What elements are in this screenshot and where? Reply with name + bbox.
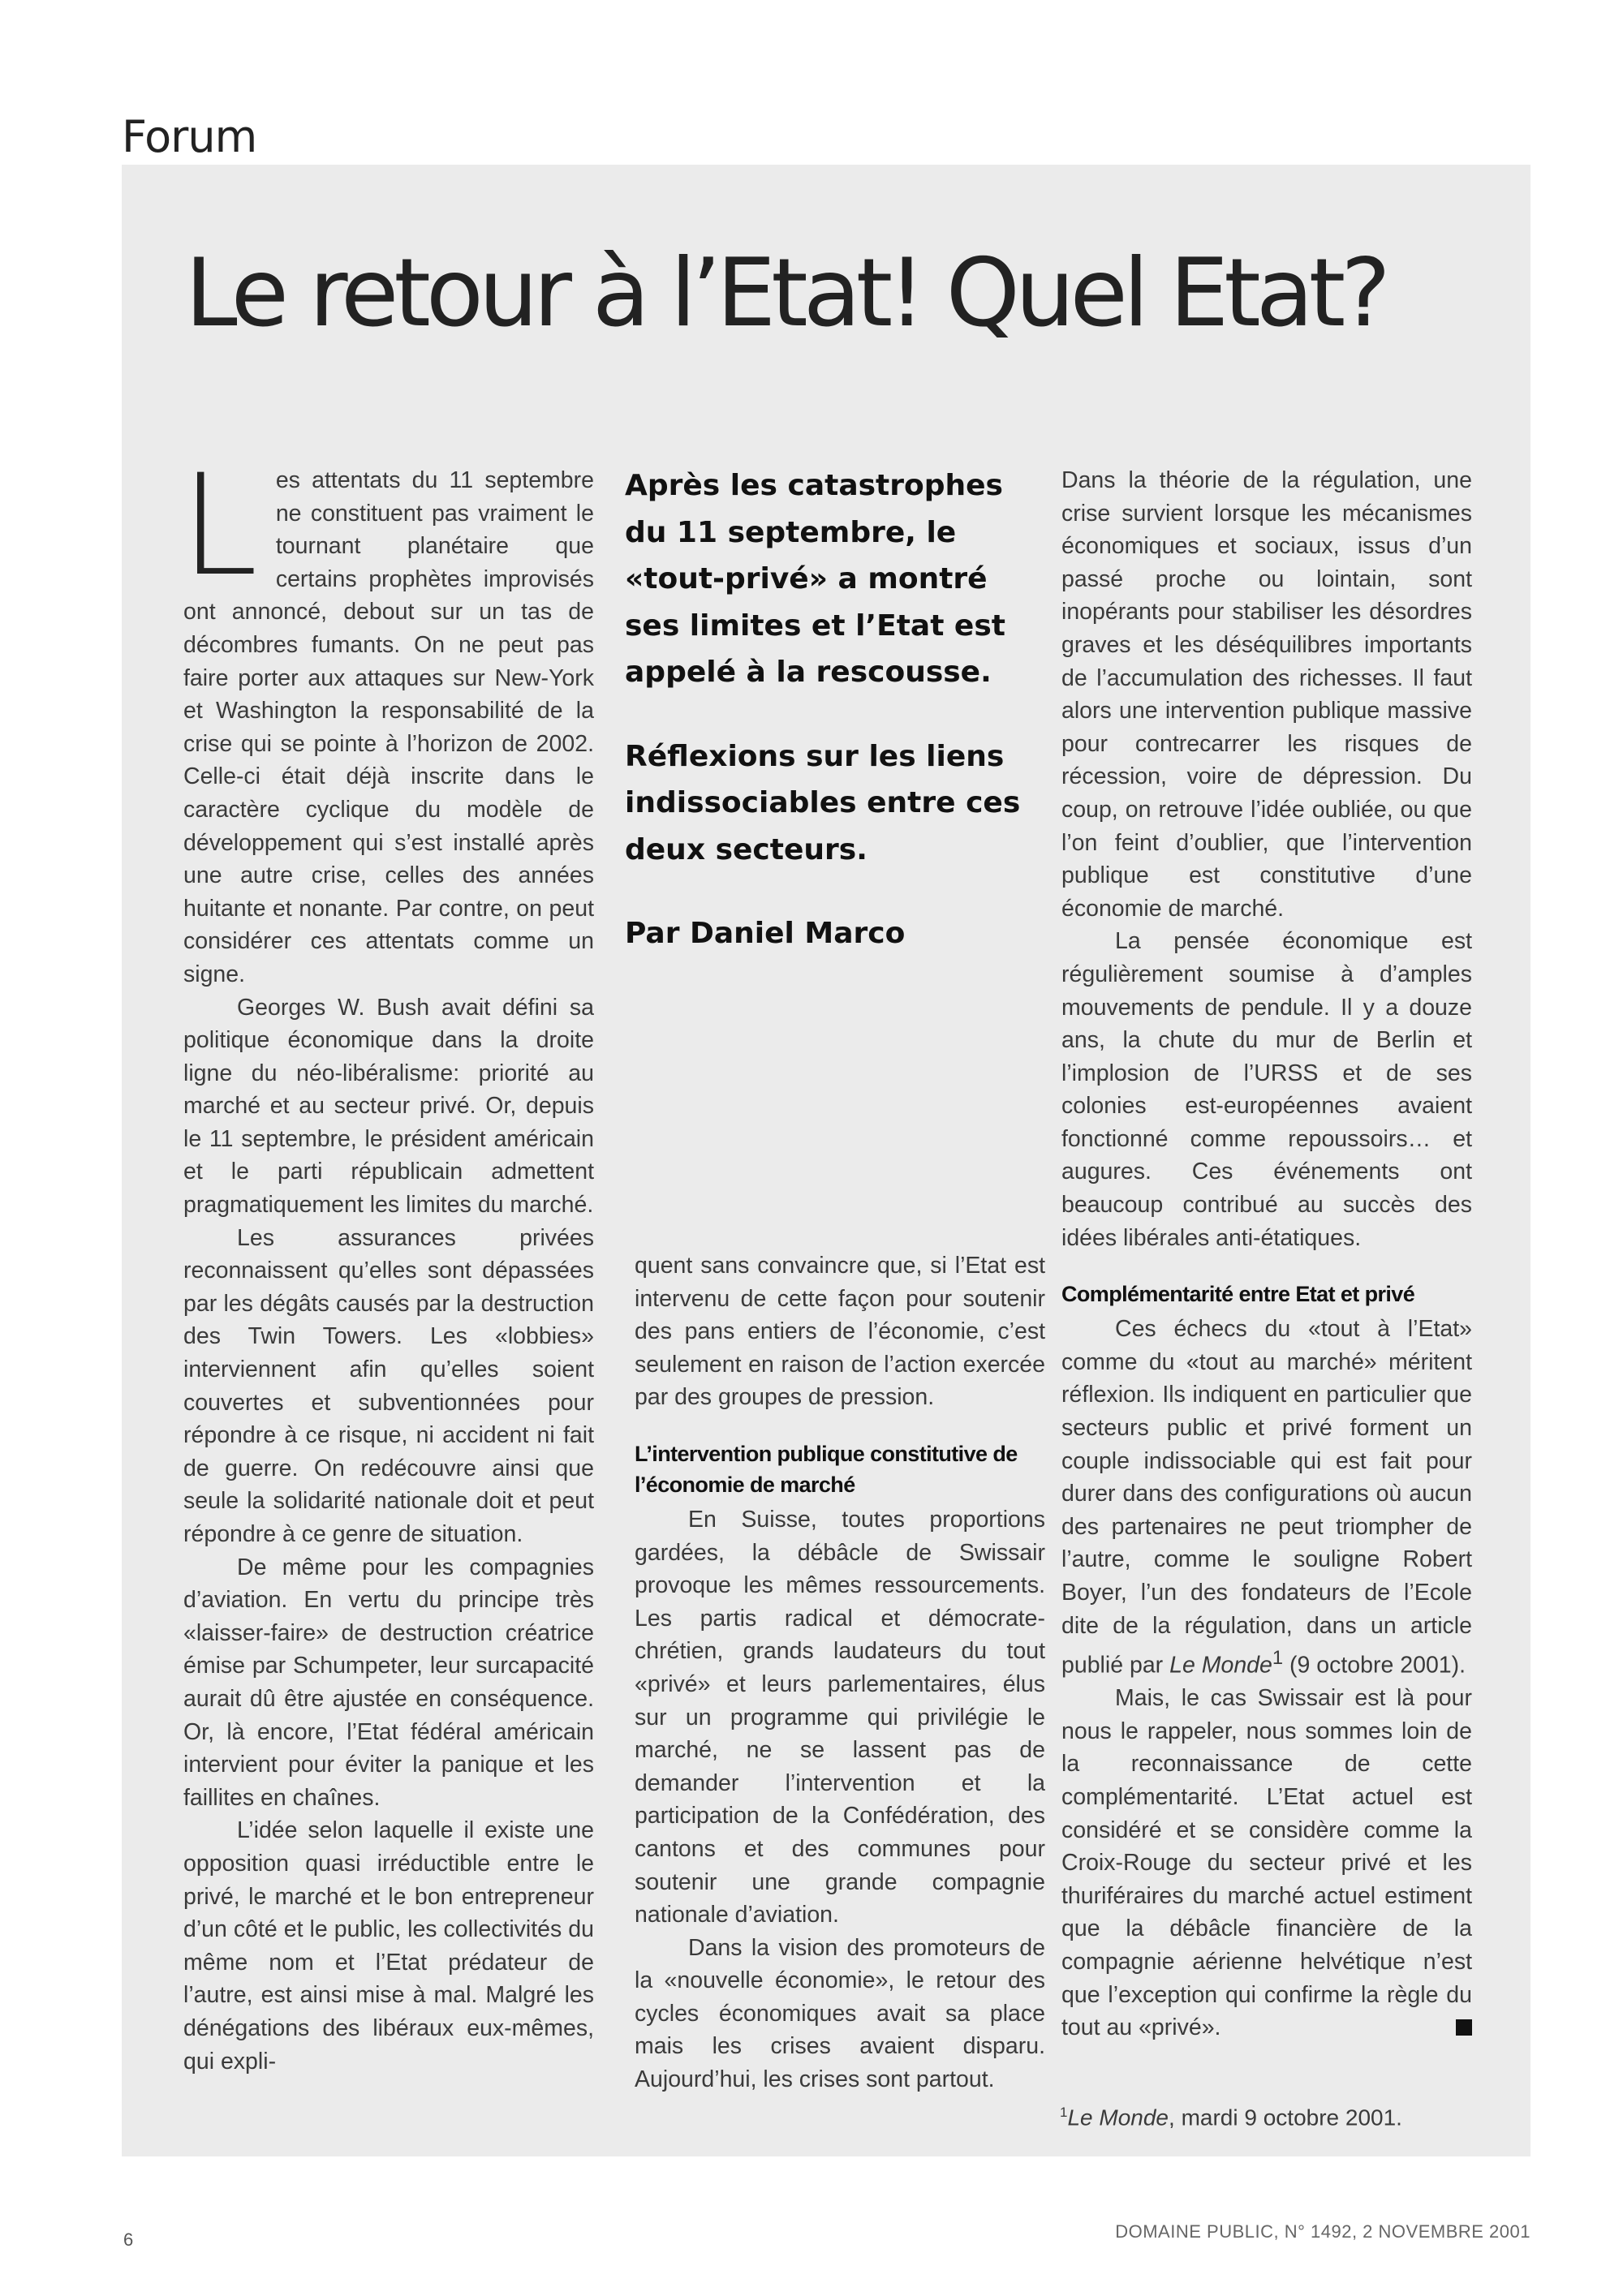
end-mark xyxy=(1456,2019,1472,2036)
paragraph: De même pour les compagnies d’aviation. En vertu du principe très «laisser-faire» de destruction créatrice émise par Schumpeter, leur surcapacité aurait dû être ajustée en conséquence. Or, là encore, l’Etat fédéral américain intervient pour éviter la panique et les faillites en chaînes. xyxy=(183,1554,594,1811)
paragraph xyxy=(1061,1682,1472,2044)
subheading: Complémentarité entre Etat et privé xyxy=(1061,1282,1415,1307)
source-title: Le Monde xyxy=(1169,1652,1272,1679)
footnote-mark: 1 xyxy=(1060,2105,1068,2120)
paragraph: quent sans convaincre que, si l’Etat est intervenu de cette façon pour soutenir des pans entiers de l’économie, c’est seulement en raison de l’action exercée par des groupes de pression. xyxy=(635,1253,1045,1411)
drop-cap: L xyxy=(180,444,258,607)
footnote-ref: 1 xyxy=(1272,1647,1284,1670)
paragraph-text: es attentats du 11 septembre ne constituent pas vraiment le tournant planétaire que certains prophètes improvisés ont annoncé, debout sur un tas de décombres fumants. On ne peut pas faire porter aux attaques sur New-York et Washington la responsabilité de la crise qui se pointe à l’horizon de 2002. Celle-ci était déjà inscrite dans le caractère cyclique du modèle de développement qui s’est installé après une autre crise, celles des années huitante et nonante. Par contre, on peut considérer ces attentats comme un signe. xyxy=(183,467,594,987)
page-number: 6 xyxy=(123,2229,134,2250)
paragraph-text: Mais, le cas Swissair est là pour nous le rappeler, nous sommes loin de la reconnaissance de cette complémentarité. L’Etat actuel est considéré et se considère comme la Croix-Rouge du secteur privé et les thuriféraires du marché actuel estiment que la débâcle financière de la compagnie aérienne helvétique n’est que l’exception qui confirme la règle du tout au «privé». xyxy=(1061,1685,1472,2041)
article-column-1 xyxy=(180,444,594,2078)
paragraph: L’idée selon laquelle il existe une opposition quasi irréductible entre le privé, le marché et le bon entrepreneur d’un côté et le public, les collectivités du même nom et l’Etat prédateur de l’autre, est ainsi mise à mal. Malgré les dénégations des libéraux eux-mêmes, qui expli- xyxy=(183,1817,594,2075)
paragraph: Georges W. Bush avait défini sa politique économique dans la droite ligne du néo-libéralisme: priorité au marché et au secteur privé. Or, depuis le 11 septembre, le président américain et le parti républicain admettent pragmatiquement les limites du marché. xyxy=(183,994,594,1219)
article-column-2 xyxy=(635,1249,1045,2096)
article-column-3 xyxy=(1061,464,1472,2044)
section-label: Forum xyxy=(122,111,257,162)
byline: Par Daniel Marco xyxy=(625,917,906,950)
article-title: Le retour à l’Etat! Quel Etat? xyxy=(185,239,1386,348)
paragraph-text: (9 octobre 2001). xyxy=(1283,1652,1466,1679)
standfirst-lead: Après les catastrophes du 11 septembre, le «tout-privé» a montré ses limites et l’Etat est appelé à la rescousse. xyxy=(625,469,1005,689)
paragraph: Dans la théorie de la régulation, une crise survient lorsque les mécanismes économiques et sociaux, issus d’un passé proche ou lointain, sont inopérants pour stabiliser les désordres graves et les déséquilibres importants de l’accumulation des richesses. Il faut alors une intervention publique massive pour contrecarrer les risques de récession, voire de dépression. Du coup, on retrouve l’idée oubliée, ou que l’on feint d’oublier, que l’intervention publique est constitutive d’une économie de marché. xyxy=(1061,467,1472,922)
paragraph: Les assurances privées reconnaissent qu’elles sont dépassées par les dégâts causés par la destruction des Twin Towers. Les «lobbies» interviennent afin qu’elles soient couvertes et subventionnées pour répondre à ce risque, ni accident ni fait de guerre. On redécouvre ainsi que seule la solidarité nationale doit et peut répondre à ce genre de situation. xyxy=(183,1224,594,1547)
paragraph: En Suisse, toutes proportions gardées, la débâcle de Swissair provoque les mêmes ressourcements. Les partis radical et démocrate-chrétien, grands laudateurs du tout «privé» et leurs parlementaires, élus sur un programme qui privilégie le marché, ne se lassent pas de demander l’intervention et la participation de la Confédération, des cantons et des communes pour soutenir une grande compagnie nationale d’aviation. xyxy=(635,1506,1045,1928)
footnote xyxy=(1060,2105,1402,2130)
footnote-text: , mardi 9 octobre 2001. xyxy=(1169,2105,1402,2130)
paragraph-text: Ces échecs du «tout à l’Etat» comme du «tout au marché» méritent réflexion. Ils indiquent en particulier que secteurs public et privé forment un couple indissociable qui est fait pour durer dans des configurations où aucun des partenaires ne peut triompher de l’autre, comme le souligne Robert Boyer, l’un des fondateurs de l’Ecole dite de la régulation, dans un article publié par xyxy=(1061,1316,1472,1679)
paragraph xyxy=(1061,1313,1472,1682)
paragraph xyxy=(180,444,594,991)
standfirst xyxy=(625,462,1047,995)
publication-footer: DOMAINE PUBLIC, N° 1492, 2 NOVEMBRE 2001 xyxy=(1115,2221,1530,2242)
paragraph: La pensée économique est régulièrement soumise à d’amples mouvements de pendule. Il y a douze ans, la chute du mur de Berlin et l’implosion de l’URSS et de ses colonies est-européennes avaient fonctionné comme repoussoirs… et augures. Ces événements ont beaucoup contribué au succès des idées libérales anti-étatiques. xyxy=(1061,928,1472,1251)
footnote-source: Le Monde xyxy=(1067,2105,1169,2130)
subheading: L’intervention publique constitutive de l’économie de marché xyxy=(635,1441,1018,1497)
standfirst-reflection: Réflexions sur les liens indissociables entre ces deux secteurs. xyxy=(625,739,1021,866)
paragraph: Dans la vision des promoteurs de la «nouvelle économie», le retour des cycles économiques avait sa place mais les crises avaient disparu. Aujourd’hui, les crises sont partout. xyxy=(635,1934,1045,2093)
